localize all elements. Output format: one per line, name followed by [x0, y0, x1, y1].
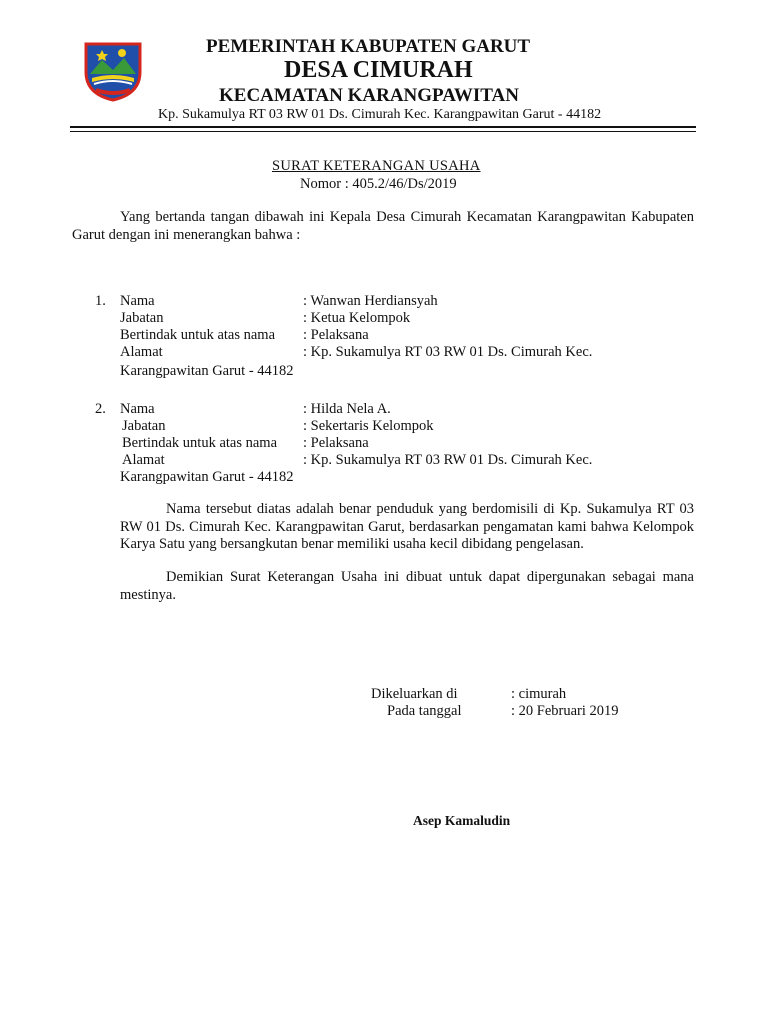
person-1-name-label: Nama	[120, 293, 155, 309]
person-2-address-continued: Karangpawitan Garut - 44182	[120, 469, 294, 485]
closing-paragraph	[120, 569, 694, 604]
person-2-acting-value: : Pelaksana	[303, 435, 369, 451]
statement-paragraph	[120, 501, 694, 554]
header-address: Kp. Sukamulya RT 03 RW 01 Ds. Cimurah Kec. Karangpawitan Garut - 44182	[158, 107, 602, 122]
person-2-position-value: : Sekertaris Kelompok	[303, 418, 434, 434]
person-1-address-label: Alamat	[120, 344, 163, 360]
person-2-acting-label: Bertindak untuk atas nama	[122, 435, 278, 451]
person-2-position-label: Jabatan	[122, 418, 166, 434]
issued-date-value: : 20 Februari 2019	[511, 703, 619, 719]
person-2-index: 2.	[95, 401, 106, 417]
issued-place-label: Dikeluarkan di	[371, 686, 458, 702]
person-1-acting-label: Bertindak untuk atas nama	[120, 327, 276, 343]
person-2-address-value: : Kp. Sukamulya RT 03 RW 01 Ds. Cimurah Kec.	[303, 452, 593, 468]
person-1-address-value: : Kp. Sukamulya RT 03 RW 01 Ds. Cimurah Kec.	[303, 344, 593, 360]
person-2-address-label: Alamat	[122, 452, 165, 468]
header-village: DESA CIMURAH	[284, 57, 473, 83]
letter-number: Nomor : 405.2/46/Ds/2019	[300, 176, 457, 192]
header-government: PEMERINTAH KABUPATEN GARUT	[206, 36, 531, 57]
person-1-position-value: : Ketua Kelompok	[303, 310, 411, 326]
header-divider-thin	[70, 131, 696, 132]
closing-text: Demikian Surat Keterangan Usaha ini dibuat untuk dapat dipergunakan sebagai mana mestinya.	[120, 569, 694, 603]
issued-place-value: : cimurah	[511, 686, 567, 702]
statement-text: Nama tersebut diatas adalah benar penduduk yang berdomisili di Kp. Sukamulya RT 03 RW 01 Ds. Cimurah Kec. Karangpawitan Garut, berdasarkan pengamatan kami bahwa Kelompok Karya Satu yang bersangkutan benar memiliki usaha kecil dibidang pengelasan.	[120, 501, 694, 552]
garut-regency-emblem	[82, 38, 144, 102]
person-1-name-value: : Wanwan Herdiansyah	[303, 293, 438, 309]
person-2-name-label: Nama	[120, 401, 155, 417]
header-district: KECAMATAN KARANGPAWITAN	[219, 85, 519, 106]
intro-text: Yang bertanda tangan dibawah ini Kepala Desa Cimurah Kecamatan Karangpawitan Kabupaten Garut dengan ini menerangkan bahwa :	[72, 209, 694, 243]
issued-date-label: Pada tanggal	[387, 703, 462, 719]
header-divider-thick	[70, 126, 696, 128]
person-1-index: 1.	[95, 293, 106, 309]
intro-paragraph	[72, 209, 694, 244]
person-1-position-label: Jabatan	[120, 310, 164, 326]
signatory-name: Asep Kamaludin	[413, 813, 511, 828]
person-2-name-value: : Hilda Nela A.	[303, 401, 391, 417]
emblem-shield-icon	[82, 38, 144, 102]
letter-title: SURAT KETERANGAN USAHA	[272, 158, 481, 174]
person-1-address-continued: Karangpawitan Garut - 44182	[120, 363, 294, 379]
person-1-acting-value: : Pelaksana	[303, 327, 369, 343]
